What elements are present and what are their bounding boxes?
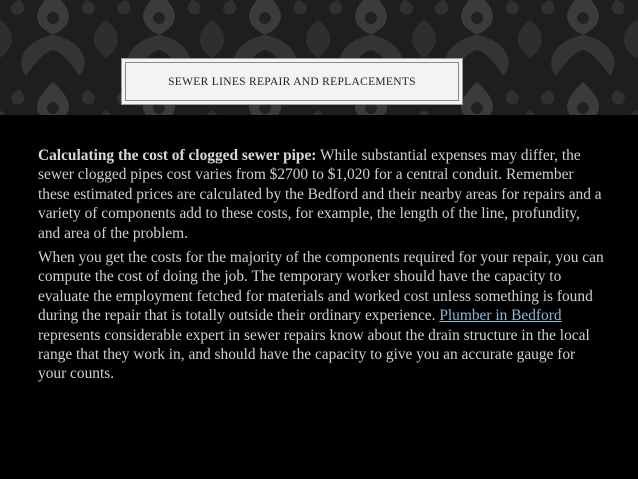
slide-body	[38, 146, 604, 384]
slide-title-box	[121, 58, 463, 105]
paragraph-text: represents considerable expert in sewer repairs know about the drain structure in the local range that they work in, and should have the capacity to give you an accurate gauge for your counts.	[38, 326, 590, 383]
paragraph-components	[38, 248, 604, 384]
plumber-link[interactable]: Plumber in Bedford	[439, 307, 562, 325]
paragraph-text: When you get the costs for the majority of the components required for your repair, you can compute the cost of doing the job. The temporary worker should have the capacity to evaluate the employment fetched for materials and worked cost unless something is found during the repair that is totally outside their ordinary experience.	[38, 249, 604, 325]
paragraph-text: While substantial expenses may differ, the sewer clogged pipes cost varies from $2700 to $1,020 for a central conduit. Remember these estimated prices are calculated by the Bedford and their nearby areas for repairs and a variety of components add to these costs, for example, the length of the line, profundity, and area of the problem.	[38, 147, 602, 242]
slide-title: SEWER LINES REPAIR AND REPLACEMENTS	[168, 75, 416, 88]
paragraph-lead: Calculating the cost of clogged sewer pipe:	[38, 147, 317, 164]
paragraph-cost	[38, 146, 604, 243]
